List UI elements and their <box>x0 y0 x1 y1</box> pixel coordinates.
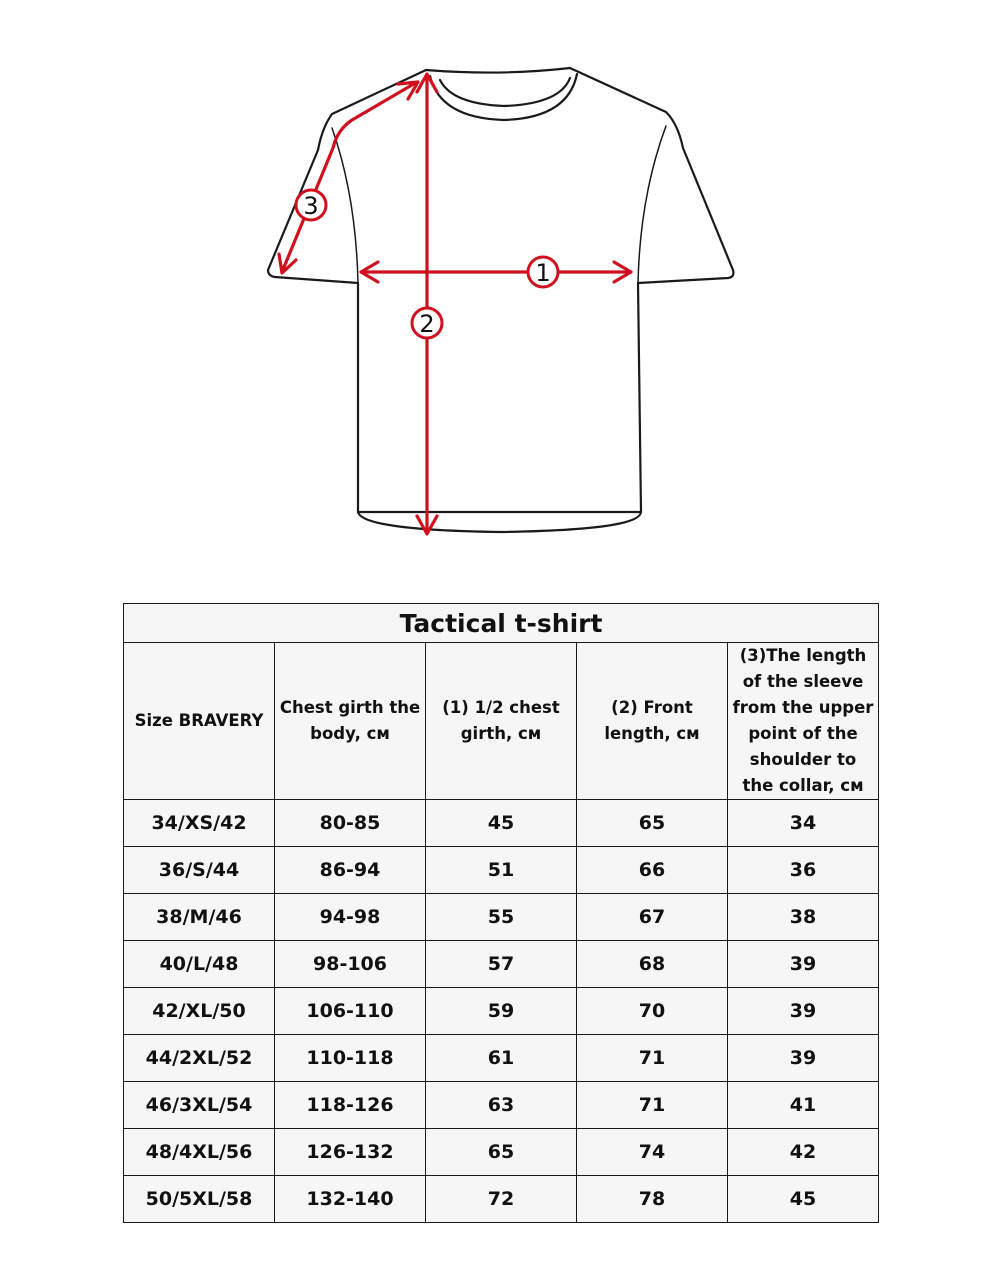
marker-1 <box>528 257 558 287</box>
right-armhole <box>638 126 666 283</box>
header-sleeve-length: (3)The length of the sleeve from the upper point of the shoulder to the collar, см <box>728 643 879 800</box>
cell-chest-girth: 106-110 <box>275 988 426 1035</box>
cell-chest-girth: 86-94 <box>275 847 426 894</box>
cell-size: 40/L/48 <box>124 941 275 988</box>
cell-size: 50/5XL/58 <box>124 1176 275 1223</box>
cell-front-length: 65 <box>577 800 728 847</box>
left-armhole <box>332 128 358 283</box>
cell-half-chest: 72 <box>426 1176 577 1223</box>
cell-chest-girth: 80-85 <box>275 800 426 847</box>
table-row <box>124 894 879 941</box>
table-row <box>124 1129 879 1176</box>
cell-half-chest: 57 <box>426 941 577 988</box>
cell-front-length: 70 <box>577 988 728 1035</box>
cell-sleeve-length: 39 <box>728 941 879 988</box>
cell-size: 46/3XL/54 <box>124 1082 275 1129</box>
cell-half-chest: 63 <box>426 1082 577 1129</box>
cell-size: 44/2XL/52 <box>124 1035 275 1082</box>
cell-sleeve-length: 45 <box>728 1176 879 1223</box>
header-half-chest: (1) 1/2 chest girth, см <box>426 643 577 800</box>
table-row <box>124 847 879 894</box>
cell-front-length: 71 <box>577 1082 728 1129</box>
table-row <box>124 1082 879 1129</box>
cell-sleeve-length: 38 <box>728 894 879 941</box>
table-row <box>124 941 879 988</box>
cell-half-chest: 45 <box>426 800 577 847</box>
cell-chest-girth: 132-140 <box>275 1176 426 1223</box>
collar-inner <box>430 74 577 120</box>
cell-sleeve-length: 39 <box>728 1035 879 1082</box>
size-chart-table <box>123 603 879 1223</box>
header-front-length: (2) Front length, см <box>577 643 728 800</box>
cell-half-chest: 51 <box>426 847 577 894</box>
cell-size: 48/4XL/56 <box>124 1129 275 1176</box>
cell-half-chest: 59 <box>426 988 577 1035</box>
svg-text:2: 2 <box>419 310 435 338</box>
svg-text:3: 3 <box>303 192 319 220</box>
cell-size: 38/M/46 <box>124 894 275 941</box>
cell-front-length: 68 <box>577 941 728 988</box>
collar-band <box>440 78 570 106</box>
svg-text:1: 1 <box>535 259 551 287</box>
cell-half-chest: 55 <box>426 894 577 941</box>
marker-2 <box>412 308 442 338</box>
marker-3 <box>296 190 326 220</box>
cell-size: 34/XS/42 <box>124 800 275 847</box>
cell-sleeve-length: 39 <box>728 988 879 1035</box>
cell-sleeve-length: 41 <box>728 1082 879 1129</box>
cell-front-length: 67 <box>577 894 728 941</box>
table-title-row <box>124 604 879 643</box>
hem-band <box>358 512 641 532</box>
cell-chest-girth: 98-106 <box>275 941 426 988</box>
header-size: Size BRAVERY <box>124 643 275 800</box>
table-row <box>124 1176 879 1223</box>
cell-sleeve-length: 36 <box>728 847 879 894</box>
cell-chest-girth: 94-98 <box>275 894 426 941</box>
cell-sleeve-length: 42 <box>728 1129 879 1176</box>
table-header-row <box>124 643 879 800</box>
table-row <box>124 800 879 847</box>
cell-chest-girth: 118-126 <box>275 1082 426 1129</box>
table-title: Tactical t-shirt <box>124 604 879 643</box>
cell-size: 42/XL/50 <box>124 988 275 1035</box>
cell-front-length: 71 <box>577 1035 728 1082</box>
cell-chest-girth: 126-132 <box>275 1129 426 1176</box>
sleeve-arrow-line <box>282 82 417 272</box>
cell-size: 36/S/44 <box>124 847 275 894</box>
tshirt-measurement-diagram <box>0 0 1000 560</box>
table-row <box>124 1035 879 1082</box>
cell-front-length: 78 <box>577 1176 728 1223</box>
measurement-arrows <box>279 74 631 534</box>
cell-front-length: 74 <box>577 1129 728 1176</box>
header-chest-girth: Chest girth the body, см <box>275 643 426 800</box>
table-body <box>124 800 879 1223</box>
cell-front-length: 66 <box>577 847 728 894</box>
cell-half-chest: 61 <box>426 1035 577 1082</box>
cell-sleeve-length: 34 <box>728 800 879 847</box>
cell-chest-girth: 110-118 <box>275 1035 426 1082</box>
table-row <box>124 988 879 1035</box>
cell-half-chest: 65 <box>426 1129 577 1176</box>
